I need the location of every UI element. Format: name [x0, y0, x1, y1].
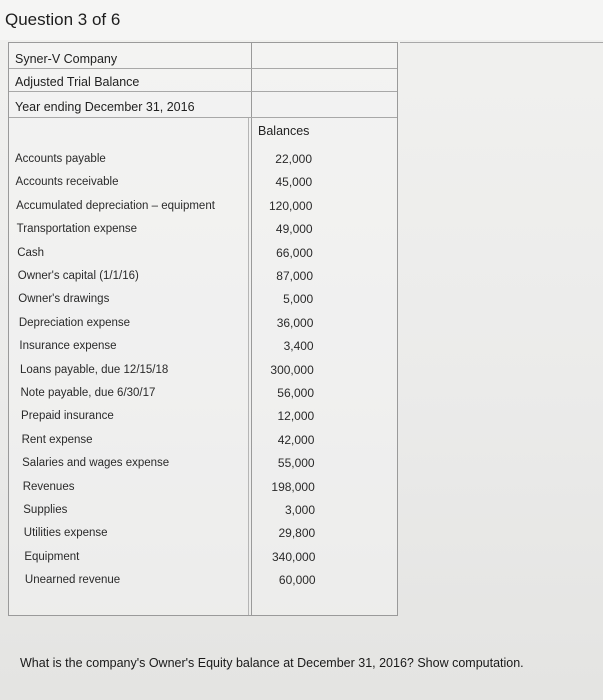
account-balance: 66,000 [276, 245, 313, 260]
table-row [9, 172, 399, 194]
account-name: Accounts receivable [15, 176, 119, 189]
account-balance: 12,000 [277, 409, 315, 424]
table-row [9, 360, 399, 382]
account-name: Utilities expense [23, 527, 108, 540]
account-balance: 198,000 [271, 479, 315, 494]
account-balance: 3,400 [283, 339, 314, 354]
table-row [9, 196, 399, 218]
account-name: Owner's capital (1/1/16) [17, 270, 139, 282]
table-row [9, 477, 399, 499]
account-name: Loans payable, due 12/15/18 [19, 363, 169, 376]
account-balance: 22,000 [275, 152, 312, 166]
account-balance: 49,000 [275, 222, 313, 237]
statement-period: Year ending December 31, 2016 [15, 100, 195, 114]
account-name: Insurance expense [19, 340, 117, 353]
row-divider [9, 68, 397, 69]
account-name: Cash [17, 246, 45, 259]
table-row [9, 500, 399, 522]
table-row [9, 406, 399, 428]
table-row [9, 570, 399, 592]
table-row [9, 336, 399, 358]
account-name: Depreciation expense [18, 316, 131, 329]
table-row [9, 523, 399, 545]
account-name: Transportation expense [16, 223, 138, 236]
account-balance: 42,000 [277, 432, 315, 447]
table-row [9, 289, 399, 311]
table-row [9, 149, 399, 171]
question-title: Question 3 of 6 [5, 10, 121, 29]
table-row [9, 313, 399, 335]
account-balance: 56,000 [277, 386, 314, 400]
account-balance: 55,000 [277, 456, 315, 471]
account-balance: 45,000 [275, 175, 313, 190]
account-name: Owner's drawings [18, 293, 110, 306]
account-name: Equipment [24, 550, 80, 563]
table-row [9, 266, 399, 288]
table-row [9, 453, 399, 475]
account-name: Revenues [22, 480, 75, 493]
account-name: Accounts payable [15, 153, 106, 165]
account-name: Salaries and wages expense [22, 457, 170, 470]
account-name: Note payable, due 6/30/17 [20, 387, 156, 399]
account-balance: 5,000 [283, 292, 314, 307]
table-row [9, 430, 399, 452]
trial-balance-table [8, 42, 398, 616]
table-row [9, 219, 399, 241]
account-balance: 60,000 [278, 573, 316, 588]
table-row [9, 383, 399, 405]
account-balance: 29,800 [278, 526, 316, 541]
account-balance: 87,000 [276, 269, 313, 283]
balances-header: Balances [258, 124, 310, 138]
table-row [9, 243, 399, 265]
account-balance: 120,000 [269, 198, 313, 213]
row-divider [9, 117, 397, 118]
question-header [0, 0, 603, 40]
table-row [9, 547, 399, 569]
account-balance: 36,000 [276, 315, 314, 330]
account-name: Unearned revenue [24, 574, 121, 587]
row-divider [9, 91, 397, 92]
account-balance: 300,000 [270, 362, 314, 377]
account-balance: 3,000 [284, 503, 315, 517]
account-name: Supplies [23, 504, 68, 516]
company-name: Syner-V Company [15, 52, 118, 66]
account-balance: 340,000 [272, 549, 316, 564]
statement-title: Adjusted Trial Balance [15, 75, 140, 89]
side-panel [400, 42, 603, 73]
question-prompt: What is the company's Owner's Equity balance at December 31, 2016? Show computation. [20, 656, 524, 670]
account-name: Rent expense [21, 433, 93, 446]
account-name: Prepaid insurance [21, 410, 114, 423]
account-name: Accumulated depreciation – equipment [16, 199, 215, 212]
